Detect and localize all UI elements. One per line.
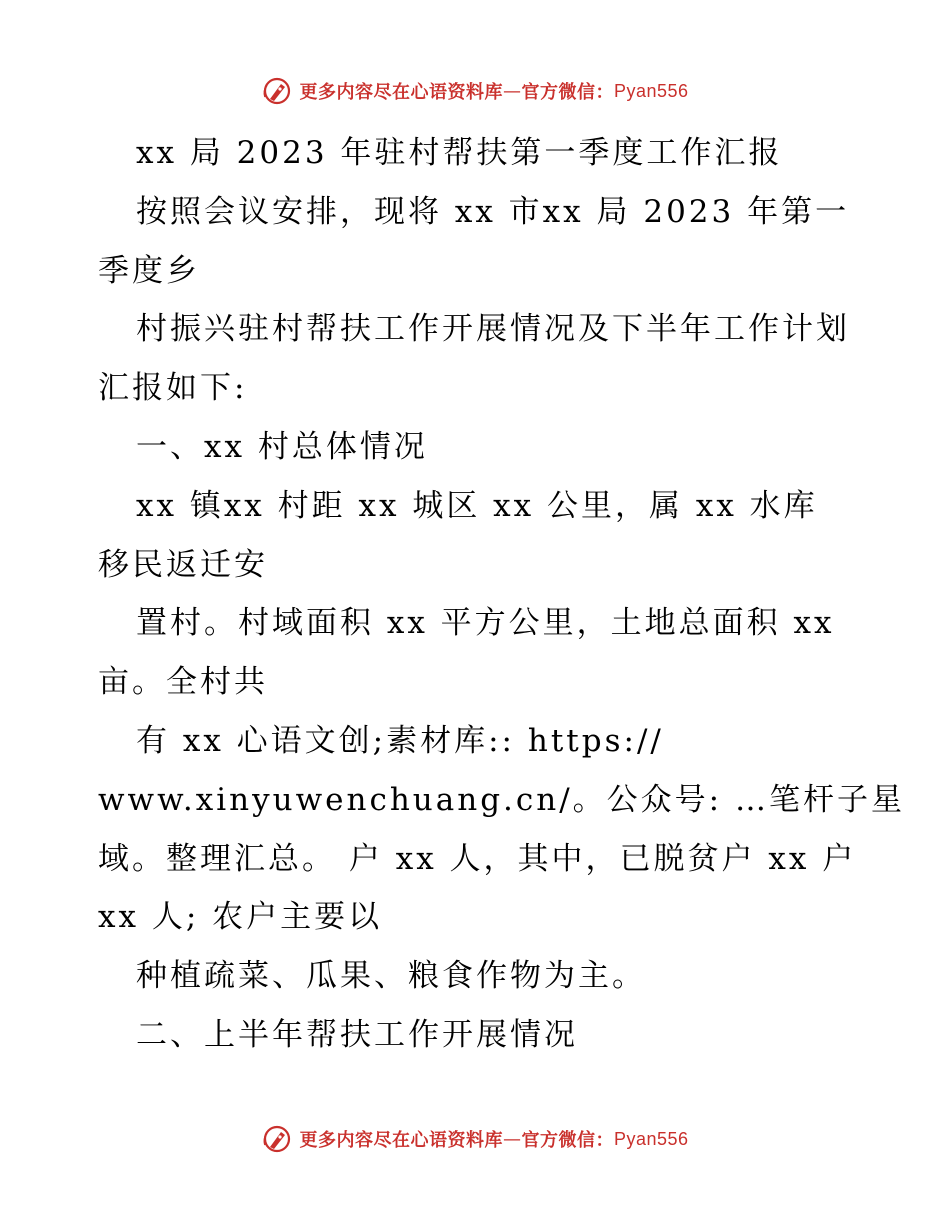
- body-line: 置村。村域面积 xx 平方公里，土地总面积 xx: [136, 605, 835, 642]
- body-line: 种植疏菜、瓜果、粮食作物为主。: [136, 958, 646, 995]
- watermark-banner-top: [0, 74, 950, 108]
- watermark-separator: —: [502, 1128, 522, 1150]
- document-title: xx 局 2023 年驻村帮扶第一季度工作汇报: [136, 135, 783, 171]
- body-line: 村振兴驻村帮扶工作开展情况及下半年工作计划: [136, 311, 850, 348]
- watermark-wechat-id: Pyan556: [613, 80, 689, 101]
- body-line: 亩。全村共: [98, 664, 268, 701]
- pen-nib-circle-logo-icon: [261, 75, 293, 107]
- body-line: 域。整理汇总。 户 xx 人，其中，已脱贫户 xx 户: [98, 840, 857, 877]
- section-heading: 二、上半年帮扶工作开展情况: [136, 1016, 578, 1053]
- body-line: www.xinyuwenchuang.cn/。公众号: …笔杆子星: [98, 781, 905, 818]
- document-body: [98, 124, 905, 1065]
- body-line: 按照会议安排，现将 xx 市xx 局 2023 年第一: [136, 193, 850, 230]
- body-line: 移民返迁安: [98, 546, 268, 583]
- section-heading: 一、xx 村总体情况: [136, 428, 428, 465]
- body-line: 有 xx 心语文创;素材库:: https://: [136, 722, 664, 759]
- watermark-wechat-id: Pyan556: [613, 1128, 689, 1149]
- watermark-wechat-label: 官方微信：: [521, 82, 614, 103]
- body-line: xx 镇xx 村距 xx 城区 xx 公里，属 xx 水库: [136, 487, 818, 524]
- watermark-separator: —: [502, 80, 522, 102]
- watermark-main-text: 更多内容尽在心语资料库: [299, 1130, 503, 1151]
- pen-nib-circle-logo-icon: [261, 1123, 293, 1155]
- watermark-banner-bottom: [0, 1122, 950, 1156]
- body-line: 汇报如下:: [98, 370, 248, 407]
- body-line: xx 人; 农户主要以: [98, 899, 383, 936]
- watermark-wechat-label: 官方微信：: [521, 1130, 614, 1151]
- watermark-main-text: 更多内容尽在心语资料库: [299, 82, 503, 103]
- body-line: 季度乡: [98, 252, 200, 289]
